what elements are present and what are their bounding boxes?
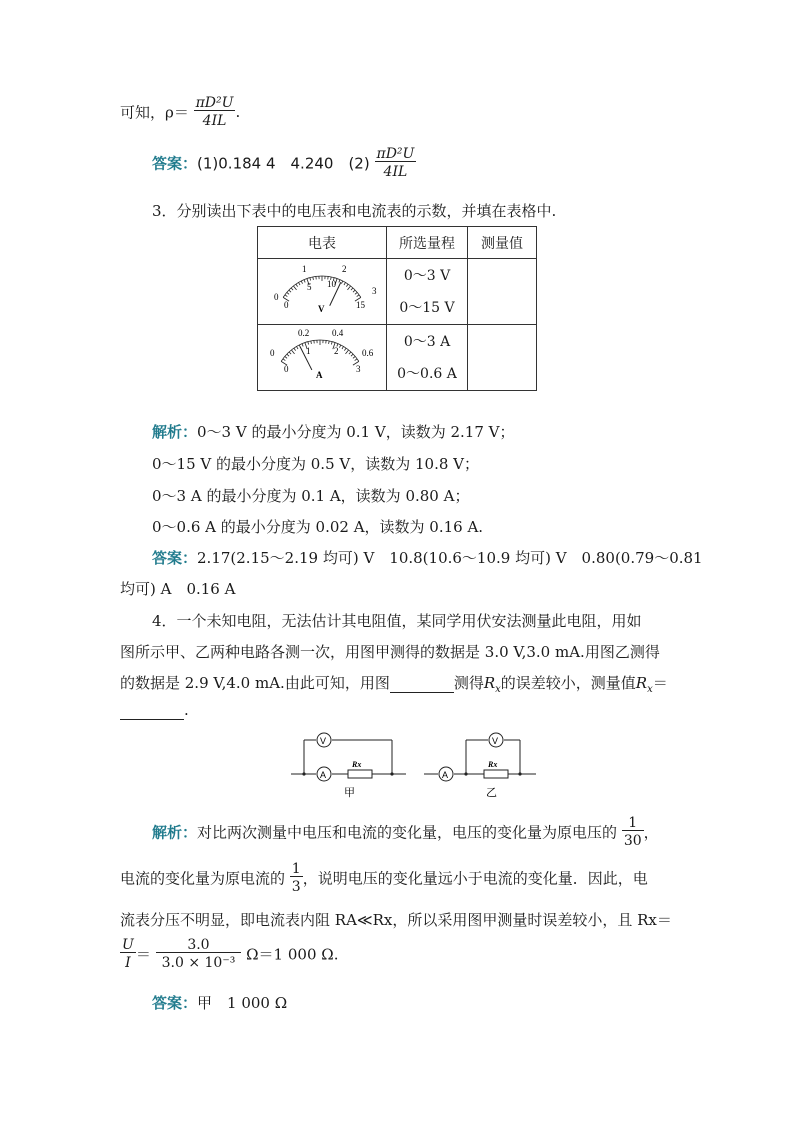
analysis-label: 解析： (152, 823, 198, 842)
ammeter-range-cell (387, 325, 468, 391)
q4-analysis-1: 解析：对比两次测量中电压和电流的变化量，电压的变化量为原电压的 $\frac{1}{30}$ ， (152, 815, 659, 849)
dial-tick (349, 351, 351, 353)
a-tick-02: 0.2 (298, 327, 310, 338)
q3-analysis-1 (152, 421, 514, 442)
a-tick-06: 0.6 (362, 347, 374, 358)
dial-tick (353, 356, 355, 358)
voltmeter-value-cell (468, 259, 537, 325)
label-jia: 甲 (344, 786, 355, 799)
dial-tick (355, 358, 357, 360)
frac-numerator: πD²U (195, 95, 234, 111)
dial-tick (302, 343, 303, 346)
question-3-title: 3．分别读出下表中的电压表和电流表的示数，并填在表格中. (152, 202, 557, 220)
a-range-3: 0～3 A (403, 333, 451, 350)
circuit-diagrams (288, 724, 538, 804)
v-tick-large-15: 15 (356, 299, 365, 310)
a-tick-04: 0.4 (332, 327, 344, 338)
formula-line (120, 96, 240, 128)
v-range-3: 0～3 V (403, 267, 451, 284)
a-label-yi: A (442, 770, 449, 780)
blank-figure[interactable] (390, 674, 454, 693)
dial-tick (357, 294, 359, 296)
dial-tick (285, 294, 287, 296)
answer-fraction (375, 147, 417, 179)
dial-tick (339, 279, 340, 282)
dial-tick (341, 280, 342, 283)
q4-line2: 图所示甲、乙两种电路各测一次，用图甲测得的数据是 3.0 V,3.0 mA.用图乙测得 (120, 643, 660, 661)
dial-tick (351, 287, 353, 289)
a-tick-large-0: 0 (284, 363, 289, 374)
q4-line1: 4．一个未知电阻，无法估计其电阻值，某同学用伏安法测量此电阻，用如 (152, 612, 642, 630)
answer-1 (152, 147, 416, 179)
q4-answer (152, 992, 287, 1013)
meter-table (257, 226, 537, 391)
dial-tick (308, 341, 309, 344)
fraction-1-3: $\frac{1}{3}$ (291, 861, 301, 895)
dial-tick (310, 277, 311, 280)
dial-tick (291, 287, 293, 289)
v-tick-1: 1 (302, 263, 307, 274)
a-tick-large-3: 3 (356, 363, 361, 374)
dial-tick (313, 276, 314, 279)
formula-suffix: . (235, 103, 241, 121)
voltmeter-cell (258, 259, 387, 325)
ammeter-dial (262, 326, 382, 386)
v-range-15: 0～15 V (399, 299, 455, 316)
q4-analysis-2: 电流的变化量为原电流的 $\frac{1}{3}$ ，说明电压的变化量远小于电流的变化量．因此，电 (120, 861, 648, 895)
fraction-u-i: $\frac{U}{I}$ (122, 937, 134, 971)
dial-tick (351, 354, 353, 356)
answer-label: 答案： (152, 994, 198, 1012)
rho-fraction (194, 96, 236, 128)
dial-tick (329, 340, 330, 343)
voltmeter-range-cell (387, 259, 468, 325)
v-label-yi: V (492, 736, 499, 746)
dial-tick (291, 349, 294, 353)
answer-text: (1)0.184 4 4.240 (2) (197, 154, 370, 173)
v-tick-3: 3 (372, 285, 377, 296)
label-yi: 乙 (486, 786, 497, 799)
header-range: 所选量程 (387, 227, 468, 259)
answer-label: 答案： (152, 154, 198, 173)
answer-text: 2.17(2.15～2.19 均可) V 10.8(10.6～10.9 均可) V 0.80(0.79～0.81 (197, 549, 703, 567)
dial-tick (287, 354, 289, 356)
analysis-label: 解析： (152, 423, 198, 441)
a-range-06: 0～0.6 A (397, 365, 457, 382)
circuit-jia (291, 733, 406, 781)
header-meter: 电表 (258, 227, 387, 259)
a-label-jia: A (320, 770, 327, 780)
dial-tick (299, 282, 301, 285)
v-tick-large-10: 10 (327, 278, 336, 289)
dial-tick (304, 279, 305, 282)
fraction-1-30: $\frac{1}{30}$ (623, 815, 642, 849)
a-tick-large-2: 2 (334, 345, 339, 356)
v-tick-large-0: 0 (284, 299, 289, 310)
q3-answer-line2: 均可) A 0.16 A (120, 580, 236, 598)
q3-analysis-4: 0～0.6 A 的最小分度为 0.02 A，读数为 0.16 A. (152, 518, 484, 536)
answer-label: 答案： (152, 549, 198, 567)
dial-tick (297, 346, 299, 349)
q4-analysis-3: 流表分压不明显，即电流表内阻 RA≪Rx，所以采用图甲测量时误差较小，且 Rx＝ (120, 911, 672, 929)
ammeter-value-cell (468, 325, 537, 391)
dial-tick (285, 356, 287, 358)
dial-tick (355, 292, 357, 294)
dial-tick (311, 340, 312, 343)
voltmeter-dial (262, 260, 382, 320)
header-value: 测量值 (468, 227, 537, 259)
v-unit: V (318, 303, 325, 314)
q4-line4: . (120, 701, 189, 720)
dial-tick (289, 351, 291, 353)
q3-analysis-3: 0～3 A 的最小分度为 0.1 A，读数为 0.80 A； (152, 487, 470, 505)
a-tick-0: 0 (270, 347, 275, 358)
dial-tick (342, 346, 344, 349)
q3-answer-line1 (152, 547, 703, 568)
dial-tick (353, 290, 355, 292)
dial-tick (339, 344, 340, 347)
fraction-value: $\frac{3.0}{\text{3.0 × 10⁻³}}$ (156, 938, 242, 970)
dial-tick (344, 282, 346, 285)
v-tick-2: 2 (342, 263, 347, 274)
frac-denominator: 4IL (375, 161, 417, 179)
q4-analysis-4: $\frac{U}{I}$ ＝ $\frac{3.0}{\text{3.0 × 10⁻³}}$ Ω＝1 000 Ω. (122, 937, 339, 971)
blank-value[interactable] (120, 701, 184, 720)
answer-text: 甲 1 000 Ω (197, 994, 288, 1012)
v-tick-large-5: 5 (307, 281, 312, 292)
analysis-text: 0～3 V 的最小分度为 0.1 V，读数为 2.17 V； (197, 423, 515, 441)
dial-tick (296, 284, 298, 286)
frac-numerator: πD²U (376, 146, 415, 162)
dial-tick (283, 358, 285, 360)
dial-tick (346, 284, 348, 286)
dial-tick (331, 341, 332, 344)
dial-tick (287, 292, 289, 294)
dial-tick (347, 285, 350, 289)
ammeter-cell (258, 325, 387, 391)
dial-tick (344, 348, 346, 350)
a-tick-large-1: 1 (306, 345, 311, 356)
q3-analysis-2: 0～15 V 的最小分度为 0.5 V，读数为 10.8 V； (152, 455, 479, 473)
dial-tick (345, 349, 348, 353)
dial-tick (294, 348, 296, 350)
a-unit: A (316, 369, 323, 380)
dial-tick (293, 285, 296, 289)
formula-prefix: 可知，ρ＝ (120, 103, 189, 122)
frac-denominator: 4IL (194, 110, 236, 128)
r-label-yi: Rx (488, 760, 498, 769)
dial-tick (301, 280, 302, 283)
r-label-jia: Rx (352, 760, 362, 769)
v-label-jia: V (320, 736, 327, 746)
dial-tick (289, 290, 291, 292)
q4-line3: 的数据是 2.9 V,4.0 mA.由此可知，用图 测得$R_x$的误差较小，测量值$R_x=$ (120, 674, 668, 695)
v-tick-0: 0 (274, 291, 279, 302)
